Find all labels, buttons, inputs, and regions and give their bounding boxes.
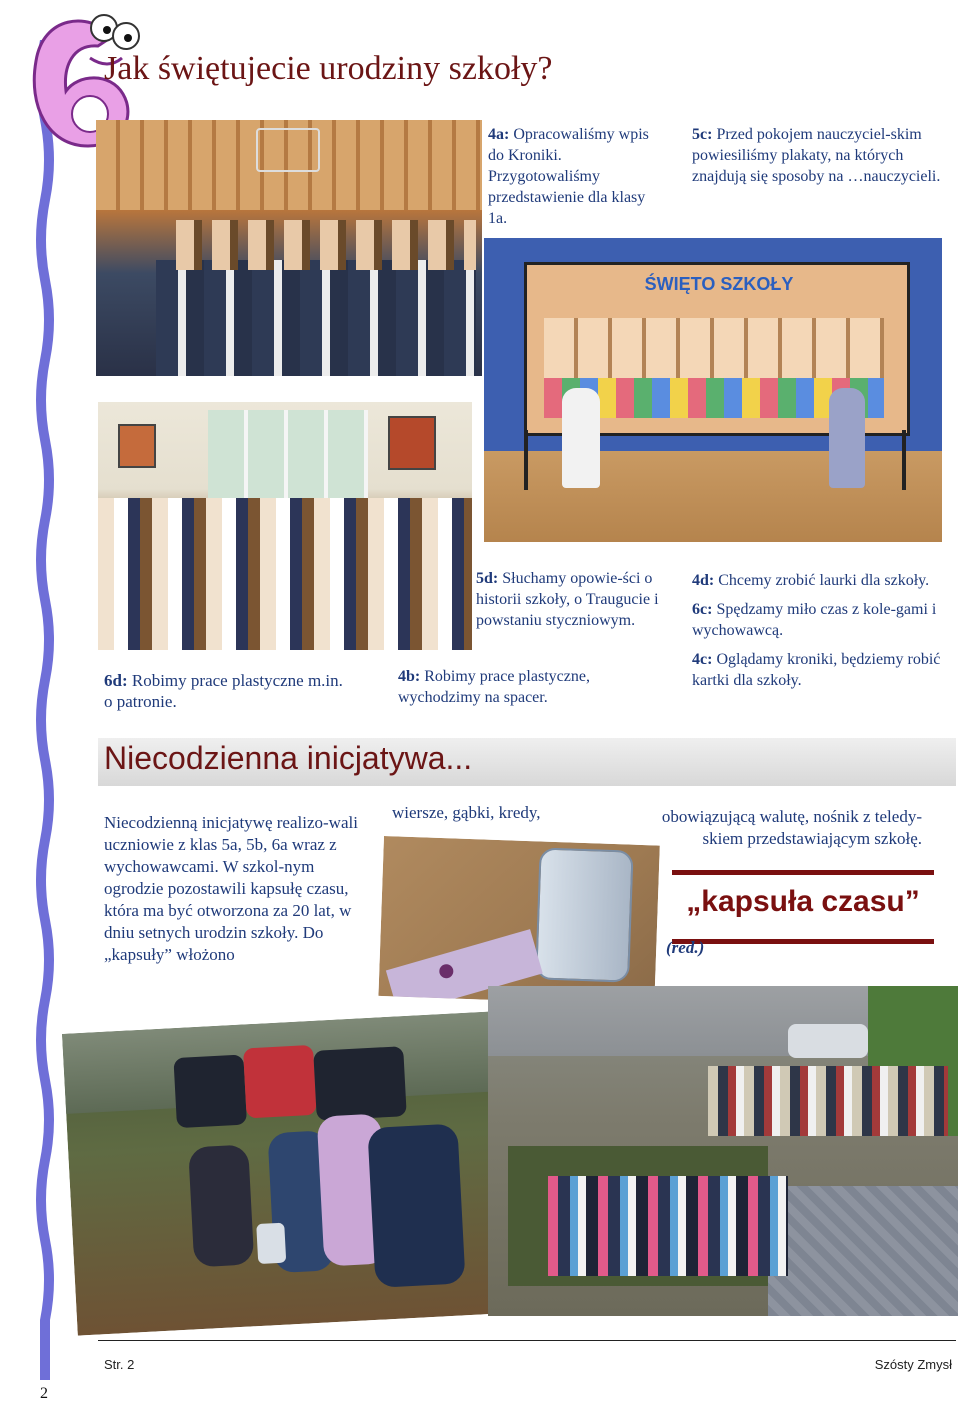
caption-5c xyxy=(692,124,952,187)
caption-6c xyxy=(692,599,948,641)
caption-text: Opracowaliśmy wpis do Kroniki. Przygotowaliśmy przedstawienie dla klasy 1a. xyxy=(488,126,649,227)
caption-label: 6c: xyxy=(692,601,713,618)
caption-text: Chcemy zrobić laurki dla szkoły. xyxy=(718,572,930,589)
caption-5d xyxy=(476,568,666,631)
caption-label: 4b: xyxy=(398,668,421,685)
photo-classroom xyxy=(98,402,472,650)
caption-label: 5d: xyxy=(476,570,499,587)
caption-text: Robimy prace plastyczne, wychodzimy na spacer. xyxy=(398,668,590,706)
caption-4d xyxy=(692,570,948,591)
author-signature: (red.) xyxy=(666,938,705,957)
capsule-title: „kapsuła czasu” xyxy=(686,885,920,918)
footer-right: Szósty Zmysł xyxy=(874,1357,952,1372)
caption-4b xyxy=(398,666,658,708)
caption-text: Spędzamy miło czas z kole-gami i wychowawcą. xyxy=(692,601,937,639)
photo-girls-jar xyxy=(62,1011,517,1336)
caption-label: 5c: xyxy=(692,126,713,143)
caption-label: 6d: xyxy=(104,671,128,690)
footer-divider xyxy=(98,1340,956,1341)
caption-label: 4a: xyxy=(488,126,510,143)
caption-text: Robimy prace plastyczne m.in. o patronie. xyxy=(104,671,343,711)
caption-text: Oglądamy kroniki, będziemy robić kartki dla szkoły. xyxy=(692,651,941,689)
photo-poster xyxy=(484,238,942,542)
caption-6d xyxy=(104,670,344,712)
article-column-1: Niecodzienną inicjatywę realizo-wali uczniowie z klas 5a, 5b, 6a wraz z wychowawcami. W szkol-nym ogrodzie pozostawili kapsułę czasu, która ma być otworzona za 20 lat, w dniu setnych urodzin szkoły. Do „kapsuły” włożono xyxy=(104,813,358,964)
photo-jar xyxy=(378,836,659,1006)
page-number: 2 xyxy=(40,1385,48,1402)
photo-aerial-group xyxy=(488,986,958,1316)
caption-label: 4d: xyxy=(692,572,715,589)
footer-left: Str. 2 xyxy=(104,1357,135,1372)
article-column-3: obowiązującą walutę, nośnik z teledy-skiem przedstawiającym szkołę. xyxy=(661,807,922,848)
article-column-2: wiersze, gąbki, kredy, xyxy=(392,803,541,822)
capsule-headline-box xyxy=(672,870,934,944)
wavy-side-bar xyxy=(30,40,60,1380)
caption-label: 4c: xyxy=(692,651,713,668)
caption-4c xyxy=(692,649,948,691)
caption-4a xyxy=(488,124,668,229)
banner-text: ŚWIĘTO SZKOŁY xyxy=(644,274,794,294)
caption-text: Przed pokojem nauczyciel-skim powiesiliśmy plakaty, na których znajdują się sposoby na …nauczycieli. xyxy=(692,126,941,185)
caption-text: Słuchamy opowie-ści o historii szkoły, o Traugucie i powstaniu styczniowym. xyxy=(476,570,659,629)
page-title: Jak świętujecie urodziny szkoły? xyxy=(104,50,553,87)
section-title: Niecodzienna inicjatywa... xyxy=(104,740,473,776)
photo-assembly xyxy=(96,120,482,376)
caption-group-right xyxy=(692,570,948,691)
